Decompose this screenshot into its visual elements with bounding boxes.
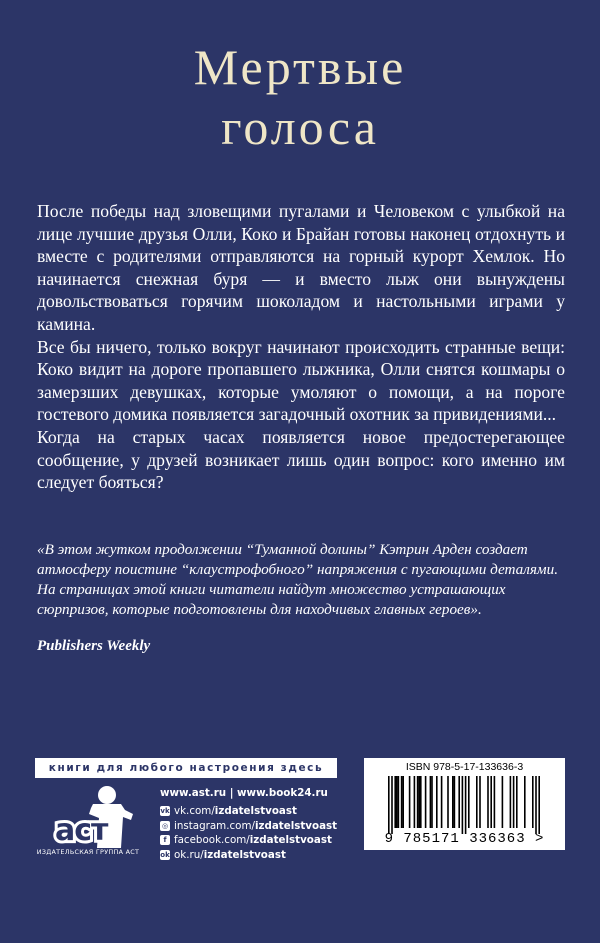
barcode-bar bbox=[417, 776, 419, 828]
barcode-bar bbox=[388, 776, 390, 834]
review-source: Publishers Weekly bbox=[37, 638, 151, 654]
barcode-bar bbox=[396, 776, 398, 828]
barcode-bar bbox=[391, 776, 393, 834]
barcode-bar bbox=[458, 776, 460, 828]
instagram-icon: ◎ bbox=[161, 821, 169, 830]
barcode-bar bbox=[479, 776, 481, 828]
publisher-tagline: книги для любого настроения здесь bbox=[35, 758, 337, 778]
barcode-bar bbox=[487, 776, 489, 828]
barcode-bar bbox=[436, 776, 438, 828]
barcode-bar bbox=[510, 776, 512, 828]
barcode-bar bbox=[532, 776, 534, 828]
barcode-digits: 9 785171 336363 > bbox=[384, 831, 545, 847]
ast-logo-text: аст bbox=[55, 813, 108, 848]
isbn-number: ISBN 978-5-17-133636-3 bbox=[405, 761, 524, 773]
barcode-bar bbox=[420, 776, 422, 828]
barcode-bar bbox=[494, 776, 496, 828]
barcode-bar bbox=[401, 776, 403, 828]
ast-logo-caption: ИЗДАТЕЛЬСКАЯ ГРУППА АСТ bbox=[36, 848, 140, 856]
barcode-bar bbox=[490, 776, 492, 828]
barcode-bar bbox=[409, 776, 411, 828]
barcode-panel bbox=[364, 758, 565, 850]
social-handle: izdatelstvoast bbox=[249, 834, 332, 846]
barcode-bar bbox=[516, 776, 518, 828]
description-paragraph-2: Все бы ничего, только вокруг начинают происходить странные вещи: Коко видит на дороге пропавшего лыжника, Олли снятся кошмары о замерзших девушках, которые умоляют о помощи, а на пороге гостевого домика появляется загадочный охотник за привидениями... bbox=[37, 336, 565, 425]
publisher-websites[interactable]: www.ast.ru | www.book24.ru bbox=[160, 787, 328, 799]
barcode-bar bbox=[452, 776, 454, 828]
barcode-bar bbox=[476, 776, 478, 828]
vk-icon: vk bbox=[160, 807, 170, 815]
barcode-bar bbox=[394, 776, 396, 828]
social-handle: izdatelstvoast bbox=[254, 819, 338, 832]
barcode-bar bbox=[402, 776, 404, 828]
barcode-bar bbox=[468, 776, 470, 828]
facebook-icon: f bbox=[160, 835, 170, 845]
social-prefix: facebook.com/ bbox=[174, 834, 250, 846]
barcode-bar bbox=[502, 776, 504, 828]
barcode-bar bbox=[513, 776, 515, 828]
social-link-facebook[interactable] bbox=[160, 833, 337, 848]
barcode-bar bbox=[538, 776, 540, 834]
social-prefix: ok.ru/ bbox=[174, 848, 204, 861]
barcode-bar bbox=[441, 776, 443, 828]
barcode-bar bbox=[454, 776, 456, 828]
barcode-bar bbox=[462, 776, 464, 834]
description-paragraph-3: Когда на старых часах появляется новое предостерегающее сообщение, у друзей возникает лишь один вопрос: кого именно им следует бояться? bbox=[37, 426, 565, 493]
barcode-bar bbox=[431, 776, 433, 828]
review-quote: «В этом жутком продолжении “Туманной долины” Кэтрин Арден создает атмосферу поистине “клаустрофобного” напряжения с пугающими деталями. На страницах этой книги читатели найдут множество устрашающих сюрпризов, которые подготовлены для находчивых главных героев». bbox=[37, 541, 559, 618]
social-handle: izdatelstvoast bbox=[214, 805, 297, 817]
book-title-line1: Мертвые bbox=[193, 39, 407, 95]
description-paragraph-1: После победы над зловещими пугалами и Человеком с улыбкой на лице лучшие друзья Олли, Коко и Брайан готовы наконец отдохнуть и вместе с родителями отправляются на горный курорт Хемлок. Но начинается снежная буря — и вместо лыж они вынуждены довольствоваться горячим шоколадом и настольными играми у камина. bbox=[37, 201, 565, 334]
barcode-bar bbox=[524, 776, 526, 828]
social-link-vk[interactable] bbox=[160, 804, 337, 819]
social-links bbox=[160, 804, 337, 862]
social-link-instagram[interactable] bbox=[160, 819, 337, 834]
barcode-bar bbox=[447, 776, 449, 828]
barcode-bar bbox=[398, 776, 400, 828]
social-handle: izdatelstvoast bbox=[203, 848, 286, 861]
barcode-bar bbox=[425, 776, 427, 828]
social-prefix: instagram.com/ bbox=[174, 819, 255, 832]
barcode-bar bbox=[414, 776, 416, 828]
social-link-odnoklassniki[interactable] bbox=[160, 848, 337, 863]
odnoklassniki-icon: ok bbox=[160, 850, 170, 859]
barcode-bar bbox=[418, 776, 420, 828]
book-description bbox=[37, 200, 565, 494]
book-title-line2: голоса bbox=[221, 99, 379, 155]
barcode-bar bbox=[535, 776, 537, 834]
barcode-bar bbox=[465, 776, 467, 834]
barcode-bar bbox=[430, 776, 432, 828]
social-prefix: vk.com/ bbox=[174, 805, 215, 817]
